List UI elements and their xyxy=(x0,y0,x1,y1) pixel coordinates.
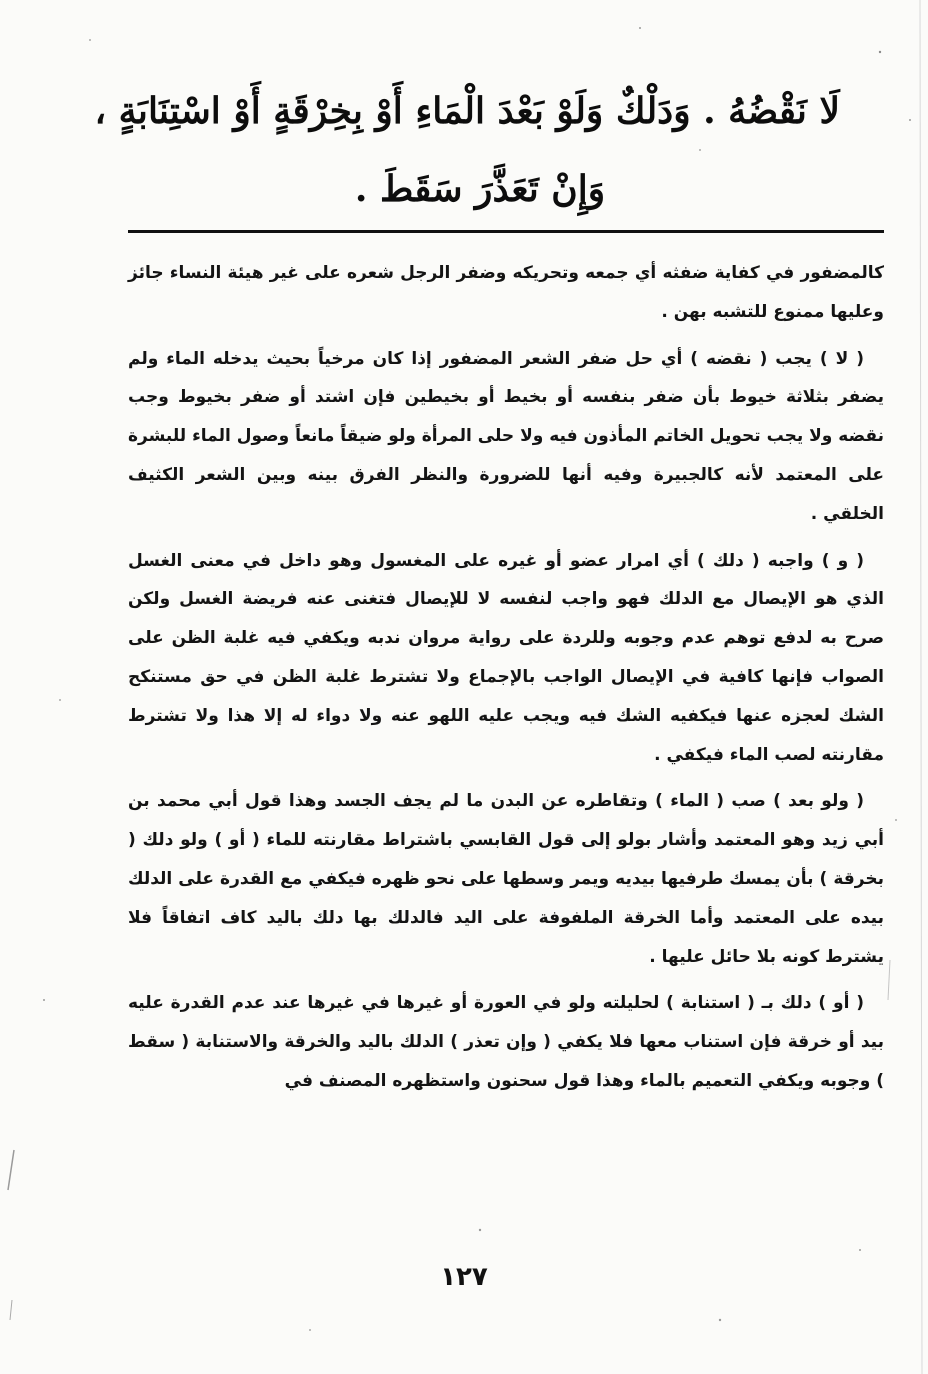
paragraph-4: ( ولو بعد ) صب ( الماء ) وتقاطره عن البدن ما لم يجف الجسد وهذا قول أبي محمد بن أبي زيد وهو المعتمد وأشار بولو إلى قول القابسي باشتراط مقارنته للماء ( أو ) ولو دلك ( بخرقة ) بأن يمسك طرفيها بيديه ويمر وسطها على نحو ظهره فيكفي مع القدرة على الدلك بيده على المعتمد وأما الخرقة الملفوفة على اليد فالدلك بها دلك باليد كاف اتفاقاً فلا يشترط كونه بلا حائل عليها . xyxy=(128,791,884,967)
divider-rule xyxy=(128,230,884,233)
paragraph-5: ( أو ) دلك بـ ( استنابة ) لحليلته ولو في العورة أو غيرها في غيرها عند عدم القدرة عليه بيد أو خرقة فإن استناب معها فلا يكفي ( وإن تعذر ) الدلك باليد والخرقة والاستنابة ( سقط ) وجوبه ويكفي التعميم بالماء وهذا قول سحنون واستظهره المصنف في xyxy=(128,993,884,1091)
page-number: ١٢٧ xyxy=(440,1262,488,1292)
paragraph-2: ( لا ) يجب ( نقضه ) أي حل ضفر الشعر المضفور إذا كان مرخياً بحيث يدخله الماء ولم يضفر بثلاثة خيوط بأن ضفر بنفسه أو بخيط أو بخيطين فإن اشتد أو ضفر بخيوط وجب نقضه ولا يجب تحويل الخاتم المأذون فيه ولا حلى المرأة ولو ضيقاً مانعاً وصول الماء للبشرة على المعتمد لأنه كالجبيرة وفيه أنها للضرورة والنظر الفرق بينه وبين الشعر الكثيف الخلقي . xyxy=(128,348,884,524)
verse-line-2: وَإِنْ تَعَذَّرَ سَقَطَ . xyxy=(354,168,606,210)
paragraph-3: ( و ) واجبه ( دلك ) أي امرار عضو أو غيره على المغسول وهو داخل في معنى الغسل الذي هو الإيصال مع الدلك فهو واجب لنفسه لا للإيصال فتغنى عنه فريضة الغسل ولكن صرح به لدفع توهم عدم وجوبه وللردة على رواية مروان ندبه ويكفي فيه غلبة الظن على الصواب فإنها كافية في الإيصال الواجب بالإجماع ولا تشترط غلبة الظن في حق مستنكح الشك لعجزه عنها فيكفيه الشك فيه ويجب عليه اللهو عنه ولا دواء له إلا هذا ولا تشترط مقارنته لصب الماء فيكفي . xyxy=(128,550,884,765)
verse-header xyxy=(94,72,840,228)
paragraph-1: كالمضفور في كفاية ضفثه أي جمعه وتحريكه وضفر الرجل شعره على غير هيئة النساء جائز وعليها ممنوع للتشبه بهن . xyxy=(128,263,884,322)
commentary-body xyxy=(128,254,884,1109)
verse-line-1: لَا نَقْضُهُ . وَدَلْكٌ وَلَوْ بَعْدَ الْمَاءِ أَوْ بِخِرْقَةٍ أَوْ اسْتِنَابَةٍ ، xyxy=(94,90,840,132)
